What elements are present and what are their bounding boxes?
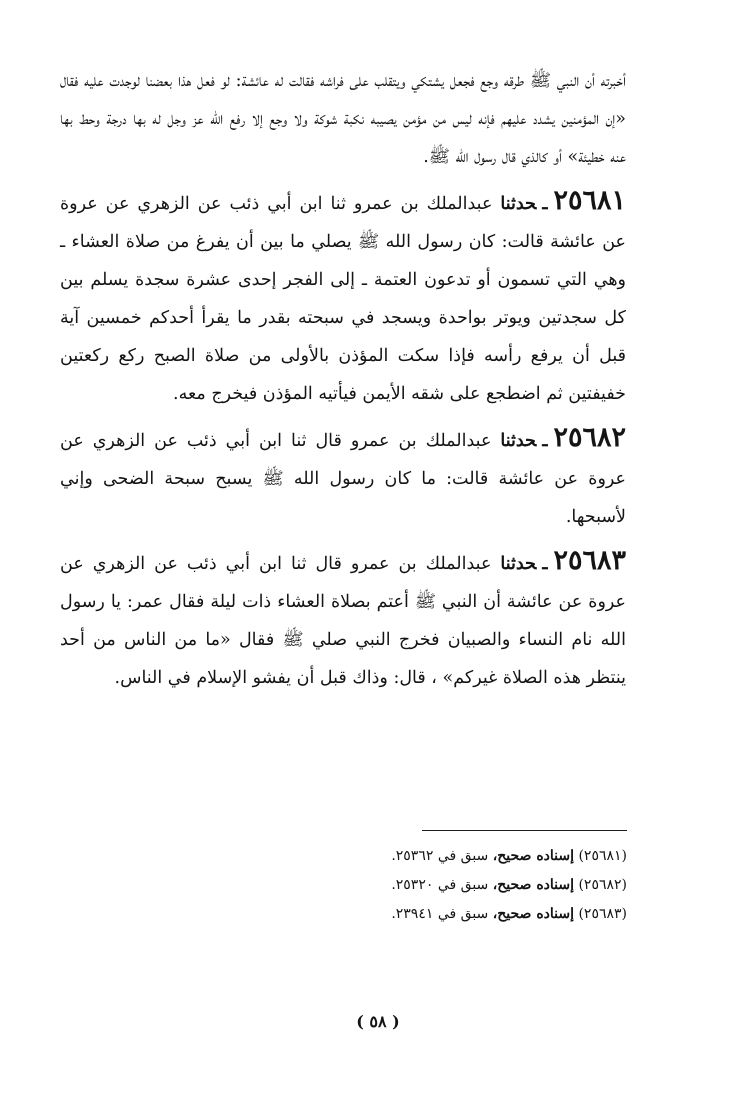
hadith-text: عبدالملك بن عمرو قال ثنا ابن أبي ذئب عن الزهري عن عروة عن عائشة أن النبي ﷺ أعتم بصلاة العشاء ذات ليلة فقال عمر: يا رسول الله نام النساء والصبيان فخرج النبي صلي ﷺ فقال «ما من الناس من أحد ينتظر هذه الصلاة غيركم» ، قال: وذاك قبل أن يفشو الإسلام في الناس. xyxy=(60,554,626,688)
footnote-reference: سبق في ٢٥٣٢٠. xyxy=(391,877,489,893)
hadith-separator: ـ xyxy=(542,431,548,451)
footnote-number: (٢٥٦٨٢) xyxy=(578,877,627,893)
footnote-divider xyxy=(422,830,627,831)
hadith-text: عبدالملك بن عمرو ثنا ابن أبي ذئب عن الزهري عن عروة عن عائشة قالت: كان رسول الله ﷺ يصلي ما بين أن يفرغ من صلاة العشاء ـ وهي التي تسمون أو تدعون العتمة ـ إلى الفجر إحدى عشرة سجدة يسلم بين كل سجدتين ويوتر بواحدة ويسجد في سبحته بقدر ما يقرأ أحدكم خمسين آية قبل أن يرفع رأسه فإذا سكت المؤذن بالأولى من صلاة الصبح ركع ركعتين خفيفتين ثم اضطجع على شقه الأيمن فيأتيه المؤذن فيخرج معه. xyxy=(60,194,626,404)
hadith-chain-lead: حدثنا xyxy=(500,431,537,451)
hadith-separator: ـ xyxy=(542,554,548,574)
intro-paragraph xyxy=(60,62,626,176)
hadith-chain-lead: حدثنا xyxy=(500,554,537,574)
footnote-item xyxy=(200,900,627,929)
hadith-number: ٢٥٦٨١ xyxy=(553,185,626,216)
footnote-grade: إسناده صحيح، xyxy=(492,877,574,893)
hadith-25682 xyxy=(60,419,626,536)
page-number: ( ٥٨ ) xyxy=(356,1012,400,1031)
footnote-grade: إسناده صحيح، xyxy=(492,848,574,864)
hadith-number: ٢٥٦٨٣ xyxy=(553,545,626,576)
footnote-grade: إسناده صحيح، xyxy=(492,906,574,922)
page-body xyxy=(60,62,626,697)
footnote-item xyxy=(200,871,627,900)
hadith-chain-lead: حدثنا xyxy=(500,194,537,214)
footnotes xyxy=(200,842,627,929)
footnote-reference: سبق في ٢٣٩٤١. xyxy=(391,906,489,922)
hadith-number: ٢٥٦٨٢ xyxy=(553,422,626,453)
intro-text: أخبرته أن النبي ﷺ طرقه وجع فجعل يشتكي ويتقلب على فراشه فقالت له عائشة: لو فعل هذا بعضنا لوجدت عليه فقال «إن المؤمنين يشدد عليهم فإنه ليس من مؤمن يصيبه نكبة شوكة ولا وجع إلا رفع الله عز وجل له بها درجة وحط بها عنه خطيئة» أو كالذي قال رسول الله ﷺ. xyxy=(60,71,626,167)
footnote-item xyxy=(200,842,627,871)
footnote-number: (٢٥٦٨١) xyxy=(578,848,627,864)
hadith-separator: ـ xyxy=(542,194,548,214)
hadith-text: عبدالملك بن عمرو قال ثنا ابن أبي ذئب عن الزهري عن عروة عن عائشة قالت: ما كان رسول الله ﷺ يسبح سبحة الضحى وإني لأسبحها. xyxy=(60,431,626,527)
hadith-25683 xyxy=(60,542,626,697)
footnote-number: (٢٥٦٨٣) xyxy=(578,906,627,922)
footnote-reference: سبق في ٢٥٣٦٢. xyxy=(391,848,489,864)
hadith-25681 xyxy=(60,182,626,413)
